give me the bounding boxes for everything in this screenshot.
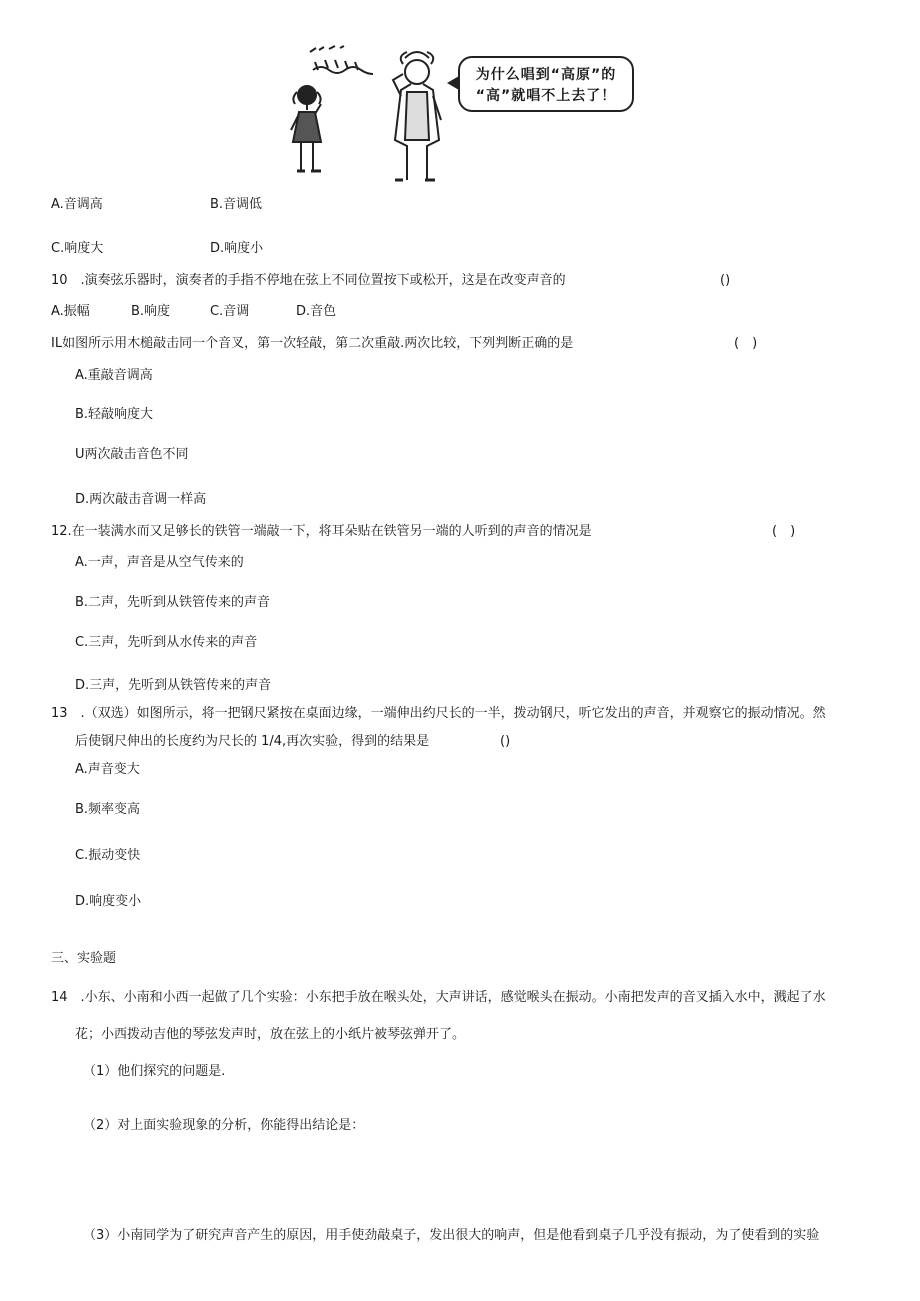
speech-bubble-line-2: “高”就唱不上去了！ xyxy=(475,88,617,104)
q10-option-c: C.音调 xyxy=(210,304,250,319)
cartoon-illustration xyxy=(285,40,455,185)
q13-option-c: C.振动变快 xyxy=(75,848,141,863)
q9-option-c: C.响度大 xyxy=(51,241,104,256)
music-notes-icon xyxy=(310,46,373,74)
q10-option-b: B.响度 xyxy=(131,304,171,319)
q13-stem-line-2: 后使钢尺伸出的长度约为尺长的 1/4,再次实验，得到的结果是 xyxy=(75,734,430,749)
q14-stem-line-1: 14 .小东、小南和小西一起做了几个实验：小东把手放在喉头处，大声讲话，感觉喉头在振动。小南把发声的音叉插入水中，溅起了水 xyxy=(51,990,826,1005)
q12-option-d: D.三声，先听到从铁管传来的声音 xyxy=(75,678,272,693)
q14-subquestion-3: （3）小南同学为了研究声音产生的原因，用手使劲敲桌子，发出很大的响声，但是他看到桌子几乎没有振动，为了使看到的实验 xyxy=(83,1228,820,1243)
q12-option-a: A.一声，声音是从空气传来的 xyxy=(75,555,244,570)
q14-subquestion-1: （1）他们探究的问题是. xyxy=(83,1064,226,1079)
q9-option-b: B.音调低 xyxy=(210,197,263,212)
q11-option-c: U两次敲击音色不同 xyxy=(75,447,189,462)
q12-stem: 12.在一装满水而又足够长的铁管一端敲一下，将耳朵贴在铁管另一端的人听到的声音的情况是 xyxy=(51,524,592,539)
q12-option-b: B.二声，先听到从铁管传来的声音 xyxy=(75,595,271,610)
q13-option-d: D.响度变小 xyxy=(75,894,142,909)
speech-bubble-line-1: 为什么唱到“高原”的 xyxy=(475,67,617,83)
q10-option-d: D.音色 xyxy=(296,304,337,319)
speech-bubble xyxy=(458,56,634,112)
q13-option-b: B.频率变高 xyxy=(75,802,141,817)
q11-option-d: D.两次敲击音调一样高 xyxy=(75,492,207,507)
q10-answer-paren: () xyxy=(720,273,731,288)
q10-option-a: A.振幅 xyxy=(51,304,90,319)
old-man-figure-icon xyxy=(393,52,441,180)
q12-option-c: C.三声，先听到从水传来的声音 xyxy=(75,635,258,650)
q13-option-a: A.声音变大 xyxy=(75,762,140,777)
q11-option-b: B.轻敲响度大 xyxy=(75,407,154,422)
q13-answer-paren: () xyxy=(500,734,511,749)
q9-option-d: D.响度小 xyxy=(210,241,264,256)
q11-option-a: A.重敲音调高 xyxy=(75,368,153,383)
q10-stem: 10 .演奏弦乐器时，演奏者的手指不停地在弦上不同位置按下或松开，这是在改变声音的 xyxy=(51,273,566,288)
q14-subquestion-2: （2）对上面实验现象的分析，你能得出结论是： xyxy=(83,1118,365,1133)
q11-answer-paren: ( ) xyxy=(734,336,758,351)
q11-stem: IL如图所示用木槌敲击同一个音叉，第一次轻敲，第二次重敲.两次比较，下列判断正确的是 xyxy=(51,336,574,351)
section-3-title: 三、实验题 xyxy=(51,951,117,966)
q14-stem-line-2: 花；小西拨动吉他的琴弦发声时，放在弦上的小纸片被琴弦弹开了。 xyxy=(75,1027,466,1042)
q12-answer-paren: ( ) xyxy=(772,524,796,539)
q13-stem-line-1: 13 .（双选）如图所示，将一把钢尺紧按在桌面边缘，一端伸出约尺长的一半，拨动钢尺，听它发出的声音，并观察它的振动情况。然 xyxy=(51,706,826,721)
girl-figure-icon xyxy=(291,86,321,171)
q9-option-a: A.音调高 xyxy=(51,197,103,212)
